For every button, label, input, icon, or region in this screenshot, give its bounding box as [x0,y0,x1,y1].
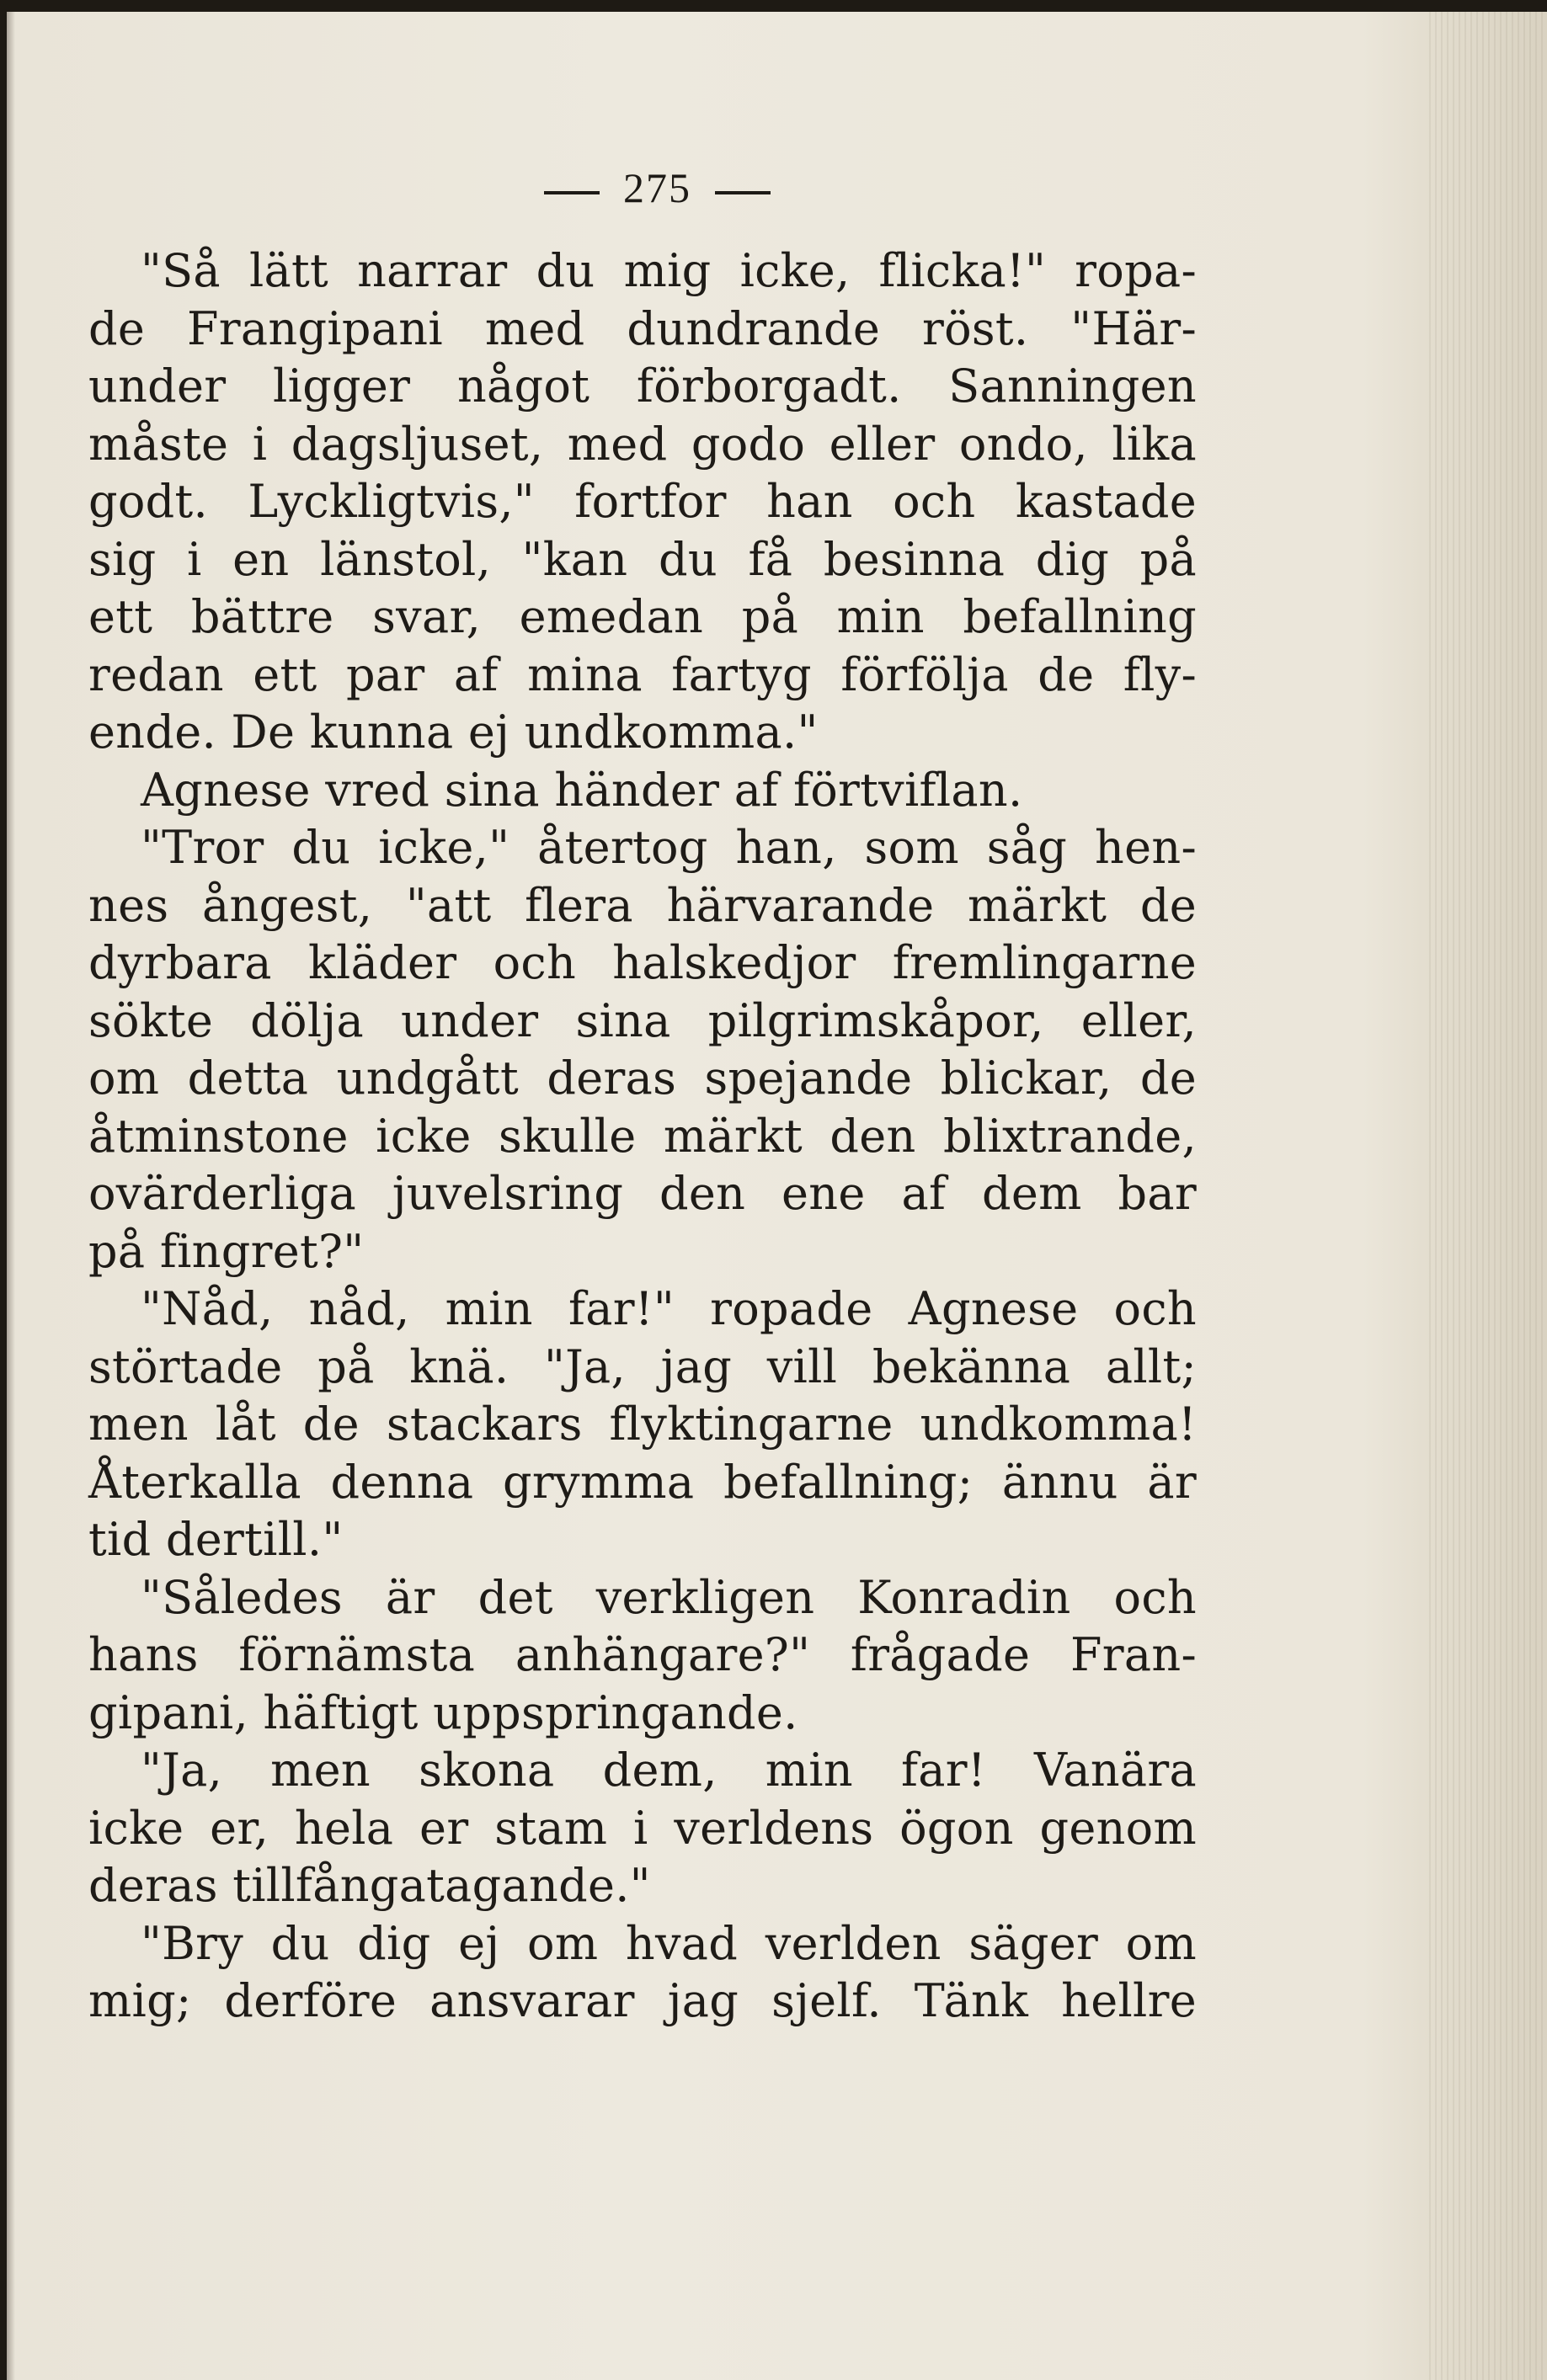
text-line: mig; derföre ansvarar jag sjelf. Tänk hellre [88,1974,1197,2027]
text-line: dyrbara kläder och halskedjor fremlingarne [88,936,1197,989]
text-line: nes ångest, "att flera härvarande märkt de [88,878,1197,932]
text-line: hans förnämsta anhängare?" frågade Fran- [88,1628,1197,1681]
page-number: 275 [623,164,691,211]
book-page [7,12,1547,2380]
text-line: måste i dagsljuset, med godo eller ondo, lika [88,417,1197,471]
text-line: "Så lätt narrar du mig icke, flicka!" ropa- [141,244,1197,297]
text-line: men låt de stackars flyktingarne undkomma! [88,1398,1197,1451]
text-line: sökte dölja under sina pilgrimskåpor, eller, [88,993,1197,1047]
text-line: "Nåd, nåd, min far!" ropade Agnese och [141,1282,1197,1335]
body-text [88,242,1197,2031]
header-dash-right [715,191,771,194]
page-gutter [1429,12,1547,2380]
text-line: gipani, häftigt uppspringande. [88,1685,798,1739]
text-line: om detta undgått deras spejande blickar, de [88,1052,1197,1105]
page-header [7,163,1308,212]
page-edge-shadow [7,12,15,2380]
text-line: ett bättre svar, emedan på min befallning [88,590,1197,643]
text-line: "Tror du icke," återtog han, som såg hen- [141,821,1197,874]
text-line: godt. Lyckligtvis," fortfor han och kastade [88,475,1197,528]
text-line: "Ja, men skona dem, min far! Vanära [141,1744,1197,1797]
text-line: Återkalla denna grymma befallning; ännu är [88,1455,1197,1509]
text-line: på fingret?" [88,1224,365,1278]
text-line: åtminstone icke skulle märkt den blixtrande, [88,1109,1197,1163]
text-line: "Således är det verkligen Konradin och [141,1570,1197,1624]
header-dash-left [544,191,600,194]
text-line: redan ett par af mina fartyg förfölja de fly- [88,647,1197,701]
text-line: under ligger något förborgadt. Sanningen [88,359,1197,413]
text-line: tid dertill." [88,1513,344,1566]
text-line: ovärderliga juvelsring den ene af dem bar [88,1167,1197,1220]
text-line: icke er, hela er stam i verldens ögon genom [88,1801,1197,1855]
text-line: deras tillfångatagande." [88,1859,651,1912]
text-line: störtade på knä. "Ja, jag vill bekänna allt; [88,1339,1197,1393]
text-line: Agnese vred sina händer af förtviflan. [141,763,1023,817]
text-line: sig i en länstol, "kan du få besinna dig på [88,532,1197,586]
text-line: ende. De kunna ej undkomma." [88,705,819,759]
text-line: "Bry du dig ej om hvad verlden säger om [141,1916,1197,1970]
text-line: de Frangipani med dundrande röst. "Här- [88,301,1197,355]
